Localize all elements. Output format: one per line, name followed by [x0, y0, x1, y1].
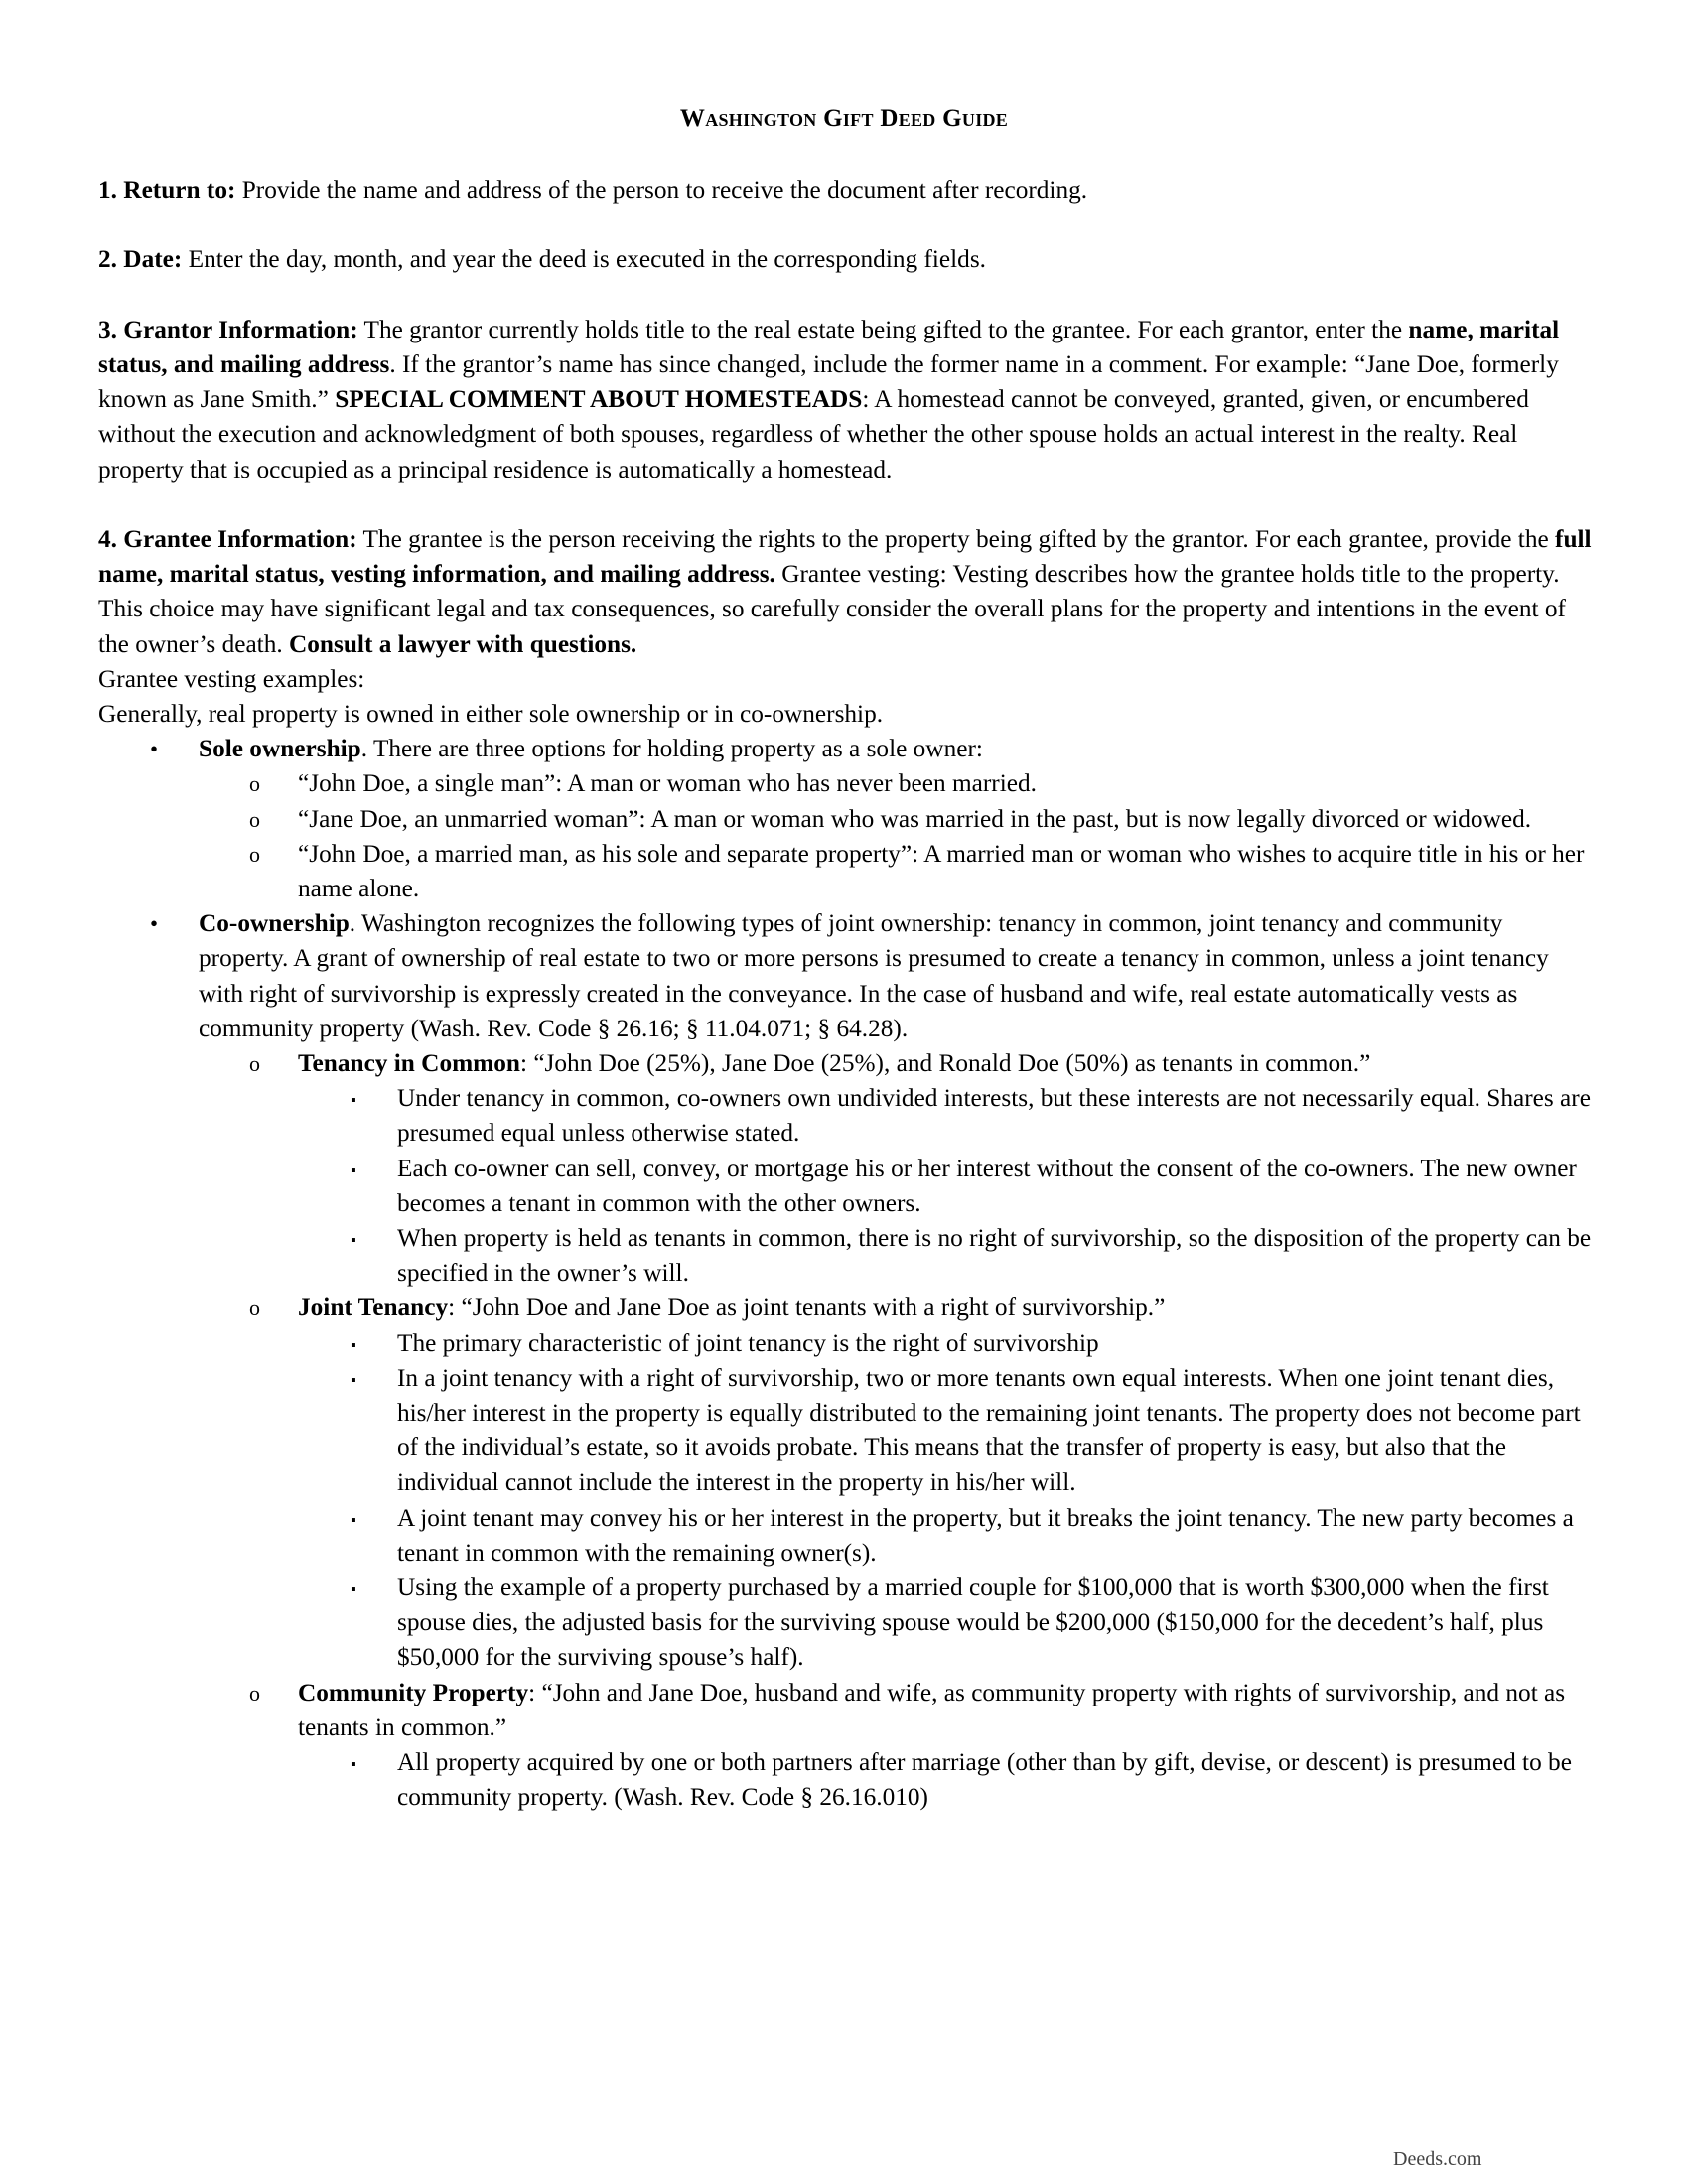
circle-marker: o [249, 1051, 260, 1077]
square-marker: ▪ [351, 1336, 356, 1354]
square-marker: ▪ [351, 1092, 356, 1110]
section-grantee-information: 4. Grantee Information: The grantee is the person receiving the rights to the property being gifted by the grantor. For each grantee, provide the full name, marital status, vesting information, and mailing address. Grantee vesting: Vesting describes how the grantee holds title to the property. This choice may have significant legal and tax consequences, so carefully consider the overall plans for the property and intentions in the event of the owner’s death. Consult a lawyer with questions. [98, 524, 1592, 658]
circle-marker: o [249, 841, 260, 867]
circle-marker: o [249, 806, 260, 832]
square-marker: ▪ [351, 1232, 356, 1250]
vesting-generally: Generally, real property is owned in either sole ownership or in co-ownership. [98, 700, 884, 728]
list-item-co-ownership: • Co-ownership. Washington recognizes the following types of joint ownership: tenancy in common, joint tenancy and community property. A grant of ownership of real estate to two or more persons is presumed to create a tenancy in common, unless a joint tenancy with right of survivorship is expressly created in the conveyance. In the case of husband and wife, real estate automatically vests as community property (Wash. Rev. Code § 26.16; § 11.04.071; § 64.28). [98, 906, 1598, 1046]
bullet-marker: • [150, 911, 159, 937]
list-item: o “John Doe, a married man, as his sole and separate property”: A married man or woman who wishes to acquire title in his or her name alone. [98, 837, 1598, 906]
square-marker: ▪ [351, 1161, 356, 1179]
list-item: ▪ All property acquired by one or both partners after marriage (other than by gift, devise, or descent) is presumed to be community property. (Wash. Rev. Code § 26.16.010) [351, 1748, 1572, 1812]
bullet-marker: • [150, 737, 159, 762]
section-heading: 2. Date: [98, 245, 183, 274]
list-item: ▪ Each co-owner can sell, convey, or mortgage his or her interest without the consent of the co-owners. The new owner becomes a tenant in common with the other owners. [351, 1154, 1577, 1217]
square-marker: ▪ [351, 1581, 356, 1599]
section-heading: 1. Return to: [98, 176, 236, 204]
document-title: Washington Gift Deed Guide [679, 105, 1009, 132]
section-heading: 3. Grantor Information: [98, 315, 358, 343]
section-heading: 4. Grantee Information: [98, 524, 357, 553]
list-item: ▪ Using the example of a property purchased by a married couple for $100,000 that is worth $300,000 when the first spouse dies, the adjusted basis for the surviving spouse would be $200,000 ($150,000 for the decedent’s half, plus $50,000 for the surviving spouse’s half). [351, 1573, 1549, 1672]
square-marker: ▪ [351, 1756, 356, 1774]
list-item: ▪ A joint tenant may convey his or her interest in the property, but it breaks the joint tenancy. The new party becomes a tenant in common with the remaining owner(s). [351, 1503, 1574, 1567]
vesting-examples-label: Grantee vesting examples: [98, 664, 365, 693]
list-item: o “Jane Doe, an unmarried woman”: A man or woman who was married in the past, but is now legally divorced or widowed. [98, 802, 1598, 837]
list-item-joint-tenancy: o Joint Tenancy: “John Doe and Jane Doe as joint tenants with a right of survivorship.” [98, 1291, 1598, 1325]
square-marker: ▪ [351, 1371, 356, 1389]
circle-marker: o [249, 1680, 260, 1706]
list-item-community-property: o Community Property: “John and Jane Doe, husband and wife, as community property with rights of survivorship, and not as tenants in common.” [98, 1676, 1598, 1745]
footer-watermark: Deeds.com [1393, 2148, 1482, 2170]
list-item: ▪ In a joint tenancy with a right of survivorship, two or more tenants own equal interests. When one joint tenant dies, his/her interest in the property is equally distributed to the remaining joint tenants. The property does not become part of the individual’s estate, so it avoids probate. This means that the transfer of property is easy, but also that the individual cannot include the interest in the property in his/her will. [351, 1363, 1581, 1497]
list-item-tenancy-in-common: o Tenancy in Common: “John Doe (25%), Jane Doe (25%), and Ronald Doe (50%) as tenants in common.” [98, 1046, 1598, 1081]
list-item: ▪ The primary characteristic of joint tenancy is the right of survivorship [98, 1326, 1598, 1361]
list-item: o “John Doe, a single man”: A man or woman who has never been married. [98, 766, 1598, 801]
list-item-sole-ownership: • Sole ownership. There are three options for holding property as a sole owner: [98, 732, 1598, 766]
section-return-to: 1. Return to: Provide the name and address of the person to receive the document after recording. [98, 176, 1088, 204]
circle-marker: o [249, 1296, 260, 1321]
list-item: ▪ Under tenancy in common, co-owners own undivided interests, but these interests are not necessarily equal. Shares are presumed equal unless otherwise stated. [351, 1084, 1591, 1148]
section-grantor-information: 3. Grantor Information: The grantor currently holds title to the real estate being gifted to the grantee. For each grantor, enter the name, marital status, and mailing address. If the grantor’s name has since changed, include the former name in a comment. For example: “Jane Doe, formerly known as Jane Smith.” SPECIAL COMMENT ABOUT HOMESTEADS: A homestead cannot be conveyed, granted, given, or encumbered without the execution and acknowledgment of both spouses, regardless of whether the other spouse holds an actual interest in the realty. Real property that is occupied as a principal residence is automatically a homestead. [98, 315, 1560, 483]
square-marker: ▪ [351, 1511, 356, 1529]
list-item: ▪ When property is held as tenants in common, there is no right of survivorship, so the disposition of the property can be specified in the owner’s will. [351, 1224, 1592, 1288]
document-body [98, 173, 1598, 1816]
circle-marker: o [249, 771, 260, 797]
section-date: 2. Date: Enter the day, month, and year the deed is executed in the corresponding fields. [98, 245, 986, 274]
